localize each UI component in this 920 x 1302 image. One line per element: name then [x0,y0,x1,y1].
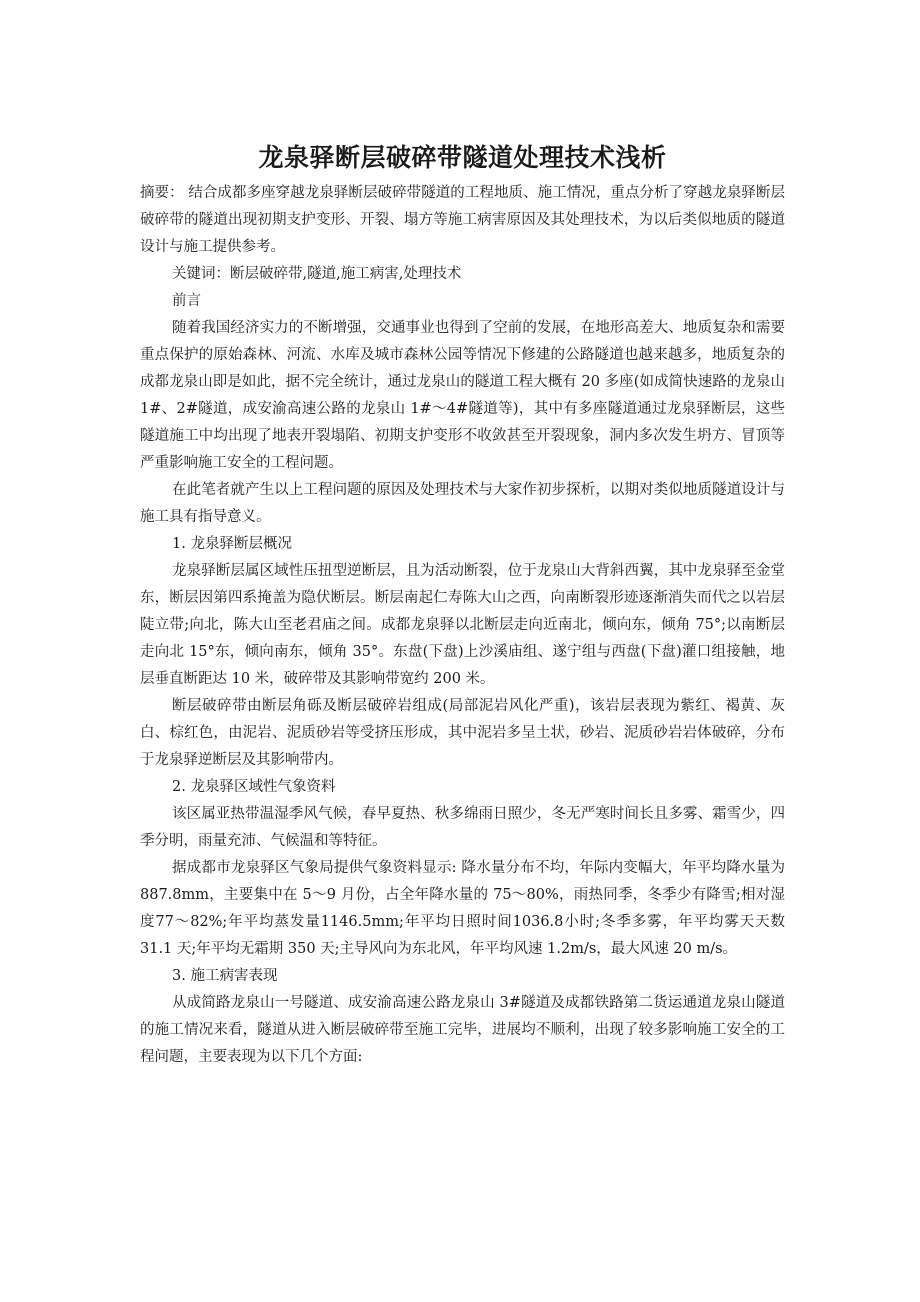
section-3-heading: 3. 施工病害表现 [172,968,278,984]
preface-heading: 前言 [172,293,201,309]
document-title: 龙泉驿断层破碎带隧道处理技术浅析 [258,143,667,172]
preface-paragraph-2: 在此笔者就产生以上工程问题的原因及处理技术与大家作初步探析，以期对类似地质隧道设计与施工具有指导意义。 [140,482,785,525]
section-1-paragraph-1: 龙泉驿断层属区域性压扭型逆断层，且为活动断裂，位于龙泉山大背斜西翼，其中龙泉驿至金堂东，断层因第四系掩盖为隐伏断层。断层南起仁寿陈大山之西，向南断裂形迹逐渐消失而代之以岩层陡立带;向北，陈大山至老君庙之间。成都龙泉驿以北断层走向近南北，倾向东，倾角 75°;以南断层走向北 15°东，倾向南东，倾角 35°。东盘(下盘)上沙溪庙组、遂宁组与西盘(下盘)灌口组接触，地层垂直断距达 10 米，破碎带及其影响带宽约 200 米。 [140,563,785,687]
keywords-line: 关键词：断层破碎带,隧道,施工病害,处理技术 [172,266,462,282]
section-3-paragraph-1: 从成简路龙泉山一号隧道、成安渝高速公路龙泉山 3#隧道及成都铁路第二货运通道龙泉山隧道的施工情况来看，隧道从进入断层破碎带至施工完毕，进展均不顺利，出现了较多影响施工安全的工程问题，主要表现为以下几个方面: [140,995,785,1065]
section-2-paragraph-2: 据成都市龙泉驿区气象局提供气象资料显示: 降水量分布不均，年际内变幅大，年平均降水量为 887.8mm，主要集中在 5～9 月份，占全年降水量的 75～80%，雨热同季，冬季少有降雪;相对湿度77～82%;年平均蒸发量1146.5mm;年平均日照时间1036.8小时;冬季多雾，年平均雾天天数 31.1 天;年平均无霜期 350 天;主导风向为东北风，年平均风速 1.2m/s，最大风速 20 m/s。 [140,860,785,957]
section-1-paragraph-2: 断层破碎带由断层角砾及断层破碎岩组成(局部泥岩风化严重)，该岩层表现为紫红、褐黄、灰白、棕红色，由泥岩、泥质砂岩等受挤压形成，其中泥岩多呈土状，砂岩、泥质砂岩岩体破碎，分布于龙泉驿逆断层及其影响带内。 [140,698,785,768]
section-2-paragraph-1: 该区属亚热带温湿季风气候，春早夏热、秋多绵雨日照少，冬无严寒时间长且多雾、霜雪少，四季分明，雨量充沛、气候温和等特征。 [140,806,785,849]
section-1-heading: 1. 龙泉驿断层概况 [172,536,292,552]
abstract-paragraph: 摘要： 结合成都多座穿越龙泉驿断层破碎带隧道的工程地质、施工情况，重点分析了穿越龙泉驿断层破碎带的隧道出现初期支护变形、开裂、塌方等施工病害原因及其处理技术，为以后类似地质的隧道设计与施工提供参考。 [140,185,785,255]
document-page [140,138,785,1071]
preface-paragraph-1: 随着我国经济实力的不断增强，交通事业也得到了空前的发展，在地形高差大、地质复杂和需要重点保护的原始森林、河流、水库及城市森林公园等情况下修建的公路隧道也越来越多，地质复杂的成都龙泉山即是如此，据不完全统计，通过龙泉山的隧道工程大概有 20 多座(如成简快速路的龙泉山 1#、2#隧道，成安渝高速公路的龙泉山 1#～4#隧道等)，其中有多座隧道通过龙泉驿断层，这些隧道施工中均出现了地表开裂塌陷、初期支护变形不收敛甚至开裂现象，洞内多次发生坍方、冒顶等严重影响施工安全的工程问题。 [140,320,785,471]
section-2-heading: 2. 龙泉驿区域性气象资料 [172,779,336,795]
